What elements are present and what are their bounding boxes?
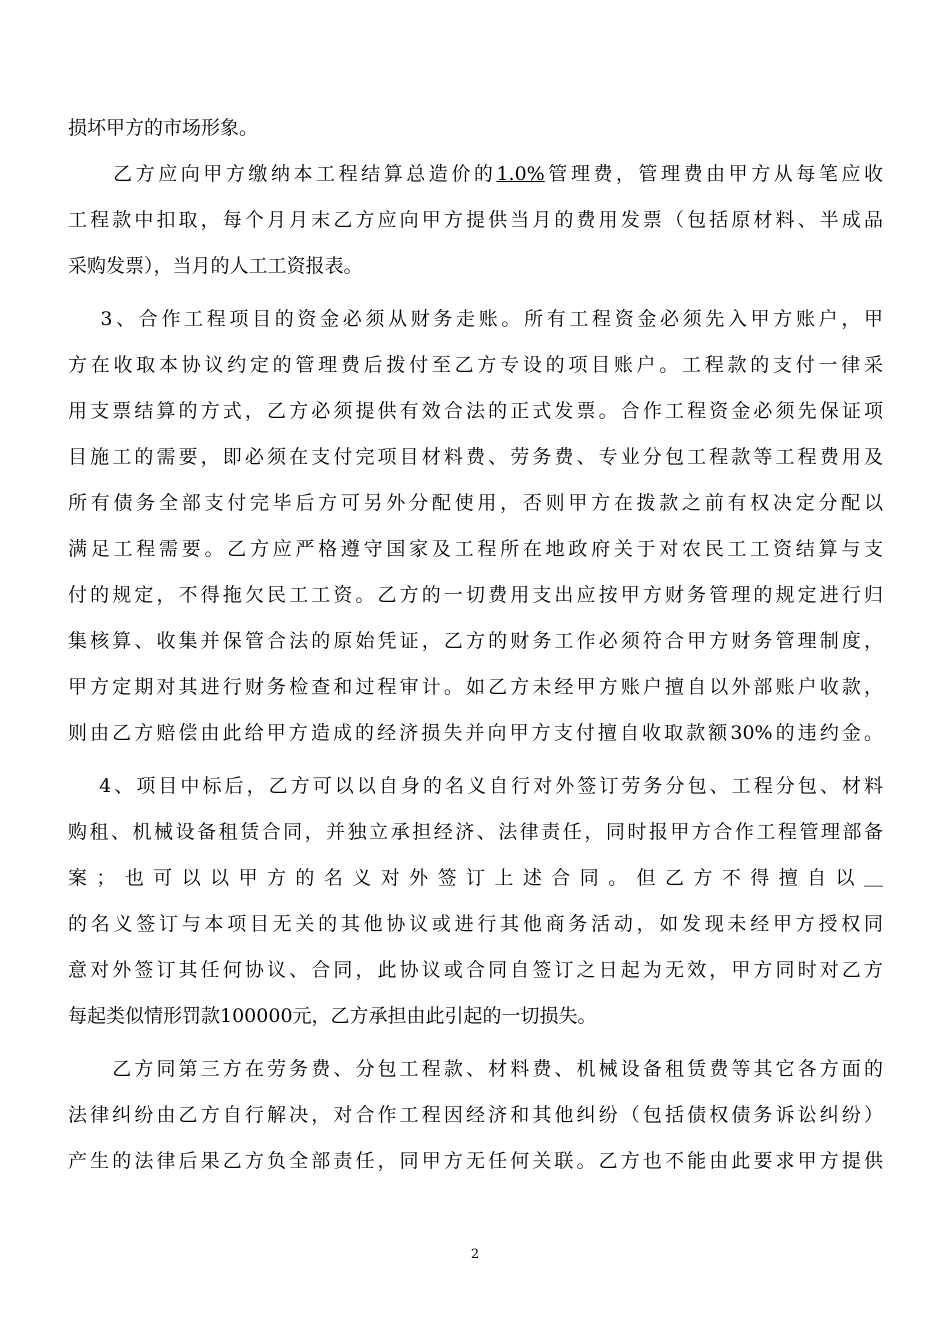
text-line: 满足工程需要。乙方应严格遵守国家及工程所在地政府关于对农民工工资结算与支 <box>68 538 883 560</box>
text-line: 采购发票），当月的人工工资报表。 <box>68 255 363 277</box>
text-line: 目施工的需要，即必须在支付完项目材料费、劳务费、专业分包工程款等工程费用及 <box>68 446 883 468</box>
text-line: 案；也可以以甲方的名义对外签订上述合同。但乙方不得擅自以＿ <box>68 867 883 889</box>
text-line: 所有债务全部支付完毕后方可另外分配使用，否则甲方在拨款之前有权决定分配以 <box>68 492 883 514</box>
text-line: 每起类似情形罚款100000元，乙方承担由此引起的一切损失。 <box>68 1005 597 1027</box>
text-line: 乙方同第三方在劳务费、分包工程款、材料费、机械设备租赁费等其它各方面的 <box>68 1058 883 1080</box>
text-line: 则由乙方赔偿由此给甲方造成的经济损失并向甲方支付擅自收取款额30%的违约金。 <box>68 722 883 744</box>
page-number: 2 <box>470 1247 480 1262</box>
text-line: 用支票结算的方式，乙方必须提供有效合法的正式发票。合作工程资金必须先保证项 <box>68 400 883 422</box>
text-line: 购租、机械设备租赁合同，并独立承担经济、法律责任，同时报甲方合作工程管理部备 <box>68 821 883 843</box>
text-line: 的名义签订与本项目无关的其他协议或进行其他商务活动，如发现未经甲方授权同 <box>68 913 883 935</box>
text-line: 甲方定期对其进行财务检查和过程审计。如乙方未经甲方账户擅自以外部账户收款， <box>68 676 883 698</box>
text-line: 损坏甲方的市场形象。 <box>68 117 259 139</box>
text-line: 意对外签订其任何协议、合同，此协议或合同自签订之日起为无效，甲方同时对乙方 <box>68 959 883 981</box>
text-line: 付的规定，不得拖欠民工工资。乙方的一切费用支出应按甲方财务管理的规定进行归 <box>68 584 883 606</box>
text-line: 工程款中扣取，每个月月末乙方应向甲方提供当月的费用发票（包括原材料、半成品 <box>68 209 883 231</box>
text-line: 3、合作工程项目的资金必须从财务走账。所有工程资金必须先入甲方账户，甲 <box>68 308 883 330</box>
text-line: 方在收取本协议约定的管理费后拨付至乙方专设的项目账户。工程款的支付一律采 <box>68 354 883 376</box>
text-line: 产生的法律后果乙方负全部责任，同甲方无任何关联。乙方也不能由此要求甲方提供 <box>68 1150 883 1172</box>
text-line: 法律纠纷由乙方自行解决，对合作工程因经济和其他纠纷（包括债权债务诉讼纠纷） <box>68 1104 883 1126</box>
text-line: 4、项目中标后，乙方可以以自身的名义自行对外签订劳务分包、工程分包、材料 <box>68 775 883 797</box>
text-line: 集核算、收集并保管合法的原始凭证，乙方的财务工作必须符合甲方财务管理制度， <box>68 630 883 652</box>
fee-rate: 1.0% <box>496 163 545 185</box>
text-line: 乙方应向甲方缴纳本工程结算总造价的1.0%管理费，管理费由甲方从每笔应收 <box>68 163 883 185</box>
